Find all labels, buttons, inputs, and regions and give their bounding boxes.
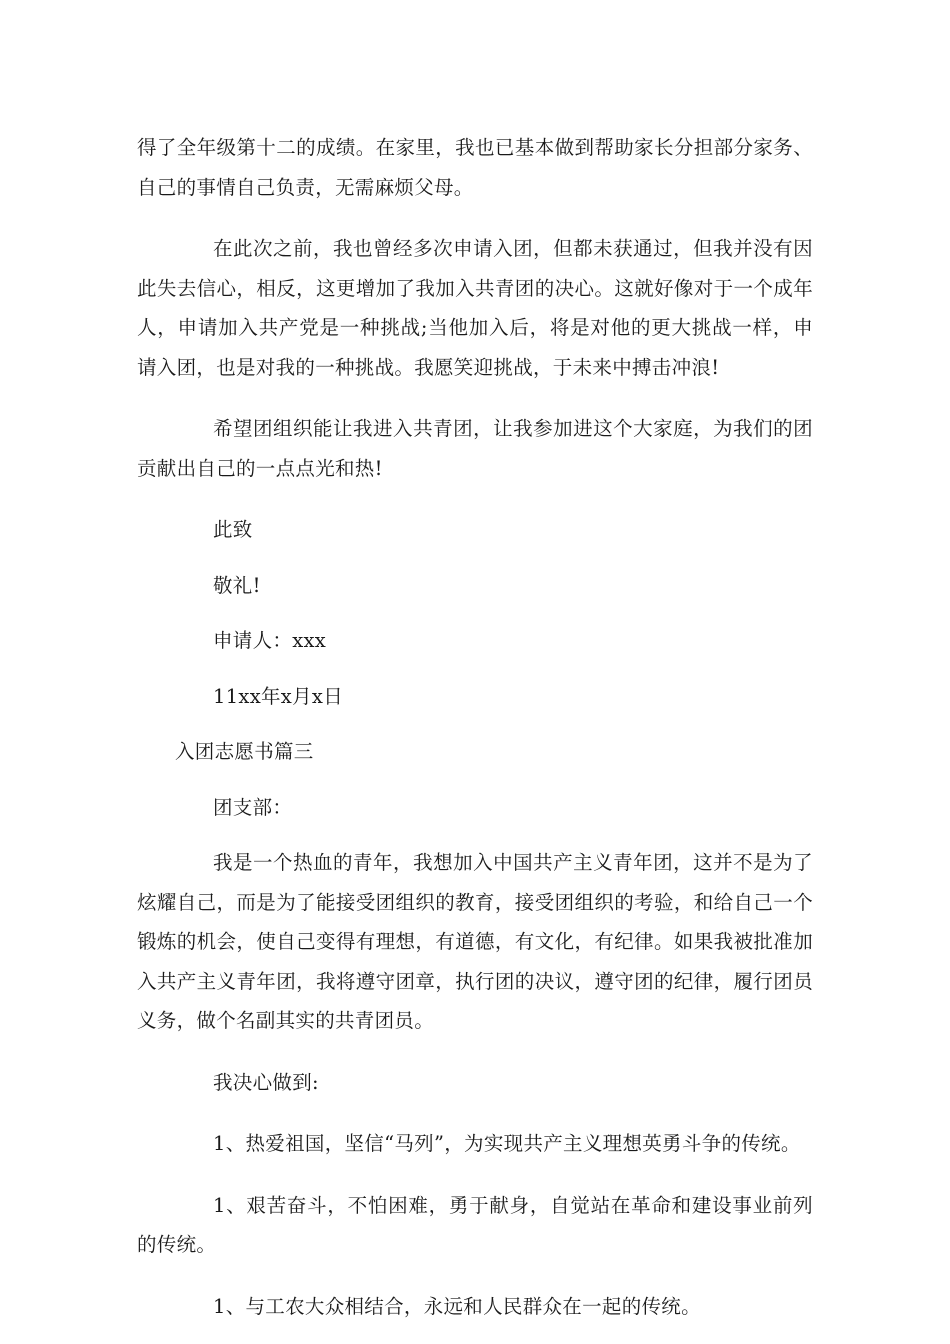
resolution-item: 1、热爱祖国，坚信“马列”，为实现共产主义理想英勇斗争的传统。 xyxy=(213,1132,801,1155)
applicant-signature: 申请人：xxx xyxy=(213,629,327,652)
closing-regards: 敬礼! xyxy=(213,573,261,597)
resolution-intro: 我决心做到: xyxy=(213,1070,319,1094)
resolution-item: 1、艰苦奋斗，不怕困难，勇于献身，自觉站在革命和建设事业前列的传统。 xyxy=(137,1193,813,1256)
closing-salutation: 此致 xyxy=(213,518,253,541)
paragraph-hope: 希望团组织能让我进入共青团，让我参加进这个大家庭，为我们的团贡献出自己的一点点光和热! xyxy=(137,417,813,480)
paragraph-grades-continued: 得了全年级第十二的成绩。在家里，我也已基本做到帮助家长分担部分家务、自己的事情自己负责，无需麻烦父母。 xyxy=(137,136,813,199)
paragraph-motivation: 我是一个热血的青年，我想加入中国共产主义青年团，这并不是为了炫耀自己，而是为了能接受团组织的教育，接受团组织的考验，和给自己一个锻炼的机会，使自己变得有理想，有道德，有文化，有纪律。如果我被批准加入共产主义青年团，我将遵守团章，执行团的决议，遵守团的纪律，履行团员义务，做个名副其实的共青团员。 xyxy=(137,851,813,1032)
document-body xyxy=(137,128,813,1326)
section-heading: 入团志愿书篇三 xyxy=(175,740,314,763)
resolution-item: 1、与工农大众相结合，永远和人民群众在一起的传统。 xyxy=(213,1294,701,1318)
paragraph-previous-applications: 在此次之前，我也曾经多次申请入团，但都未获通过，但我并没有因此失去信心，相反，这更增加了我加入共青团的决心。这就好像对于一个成年人，申请加入共产党是一种挑战;当他加入后，将是对他的更大挑战一样，申请入团，也是对我的一种挑战。我愿笑迎挑战，于未来中搏击冲浪! xyxy=(137,237,813,379)
addressee: 团支部： xyxy=(213,795,293,819)
application-date: 11xx年x月x日 xyxy=(213,684,344,708)
